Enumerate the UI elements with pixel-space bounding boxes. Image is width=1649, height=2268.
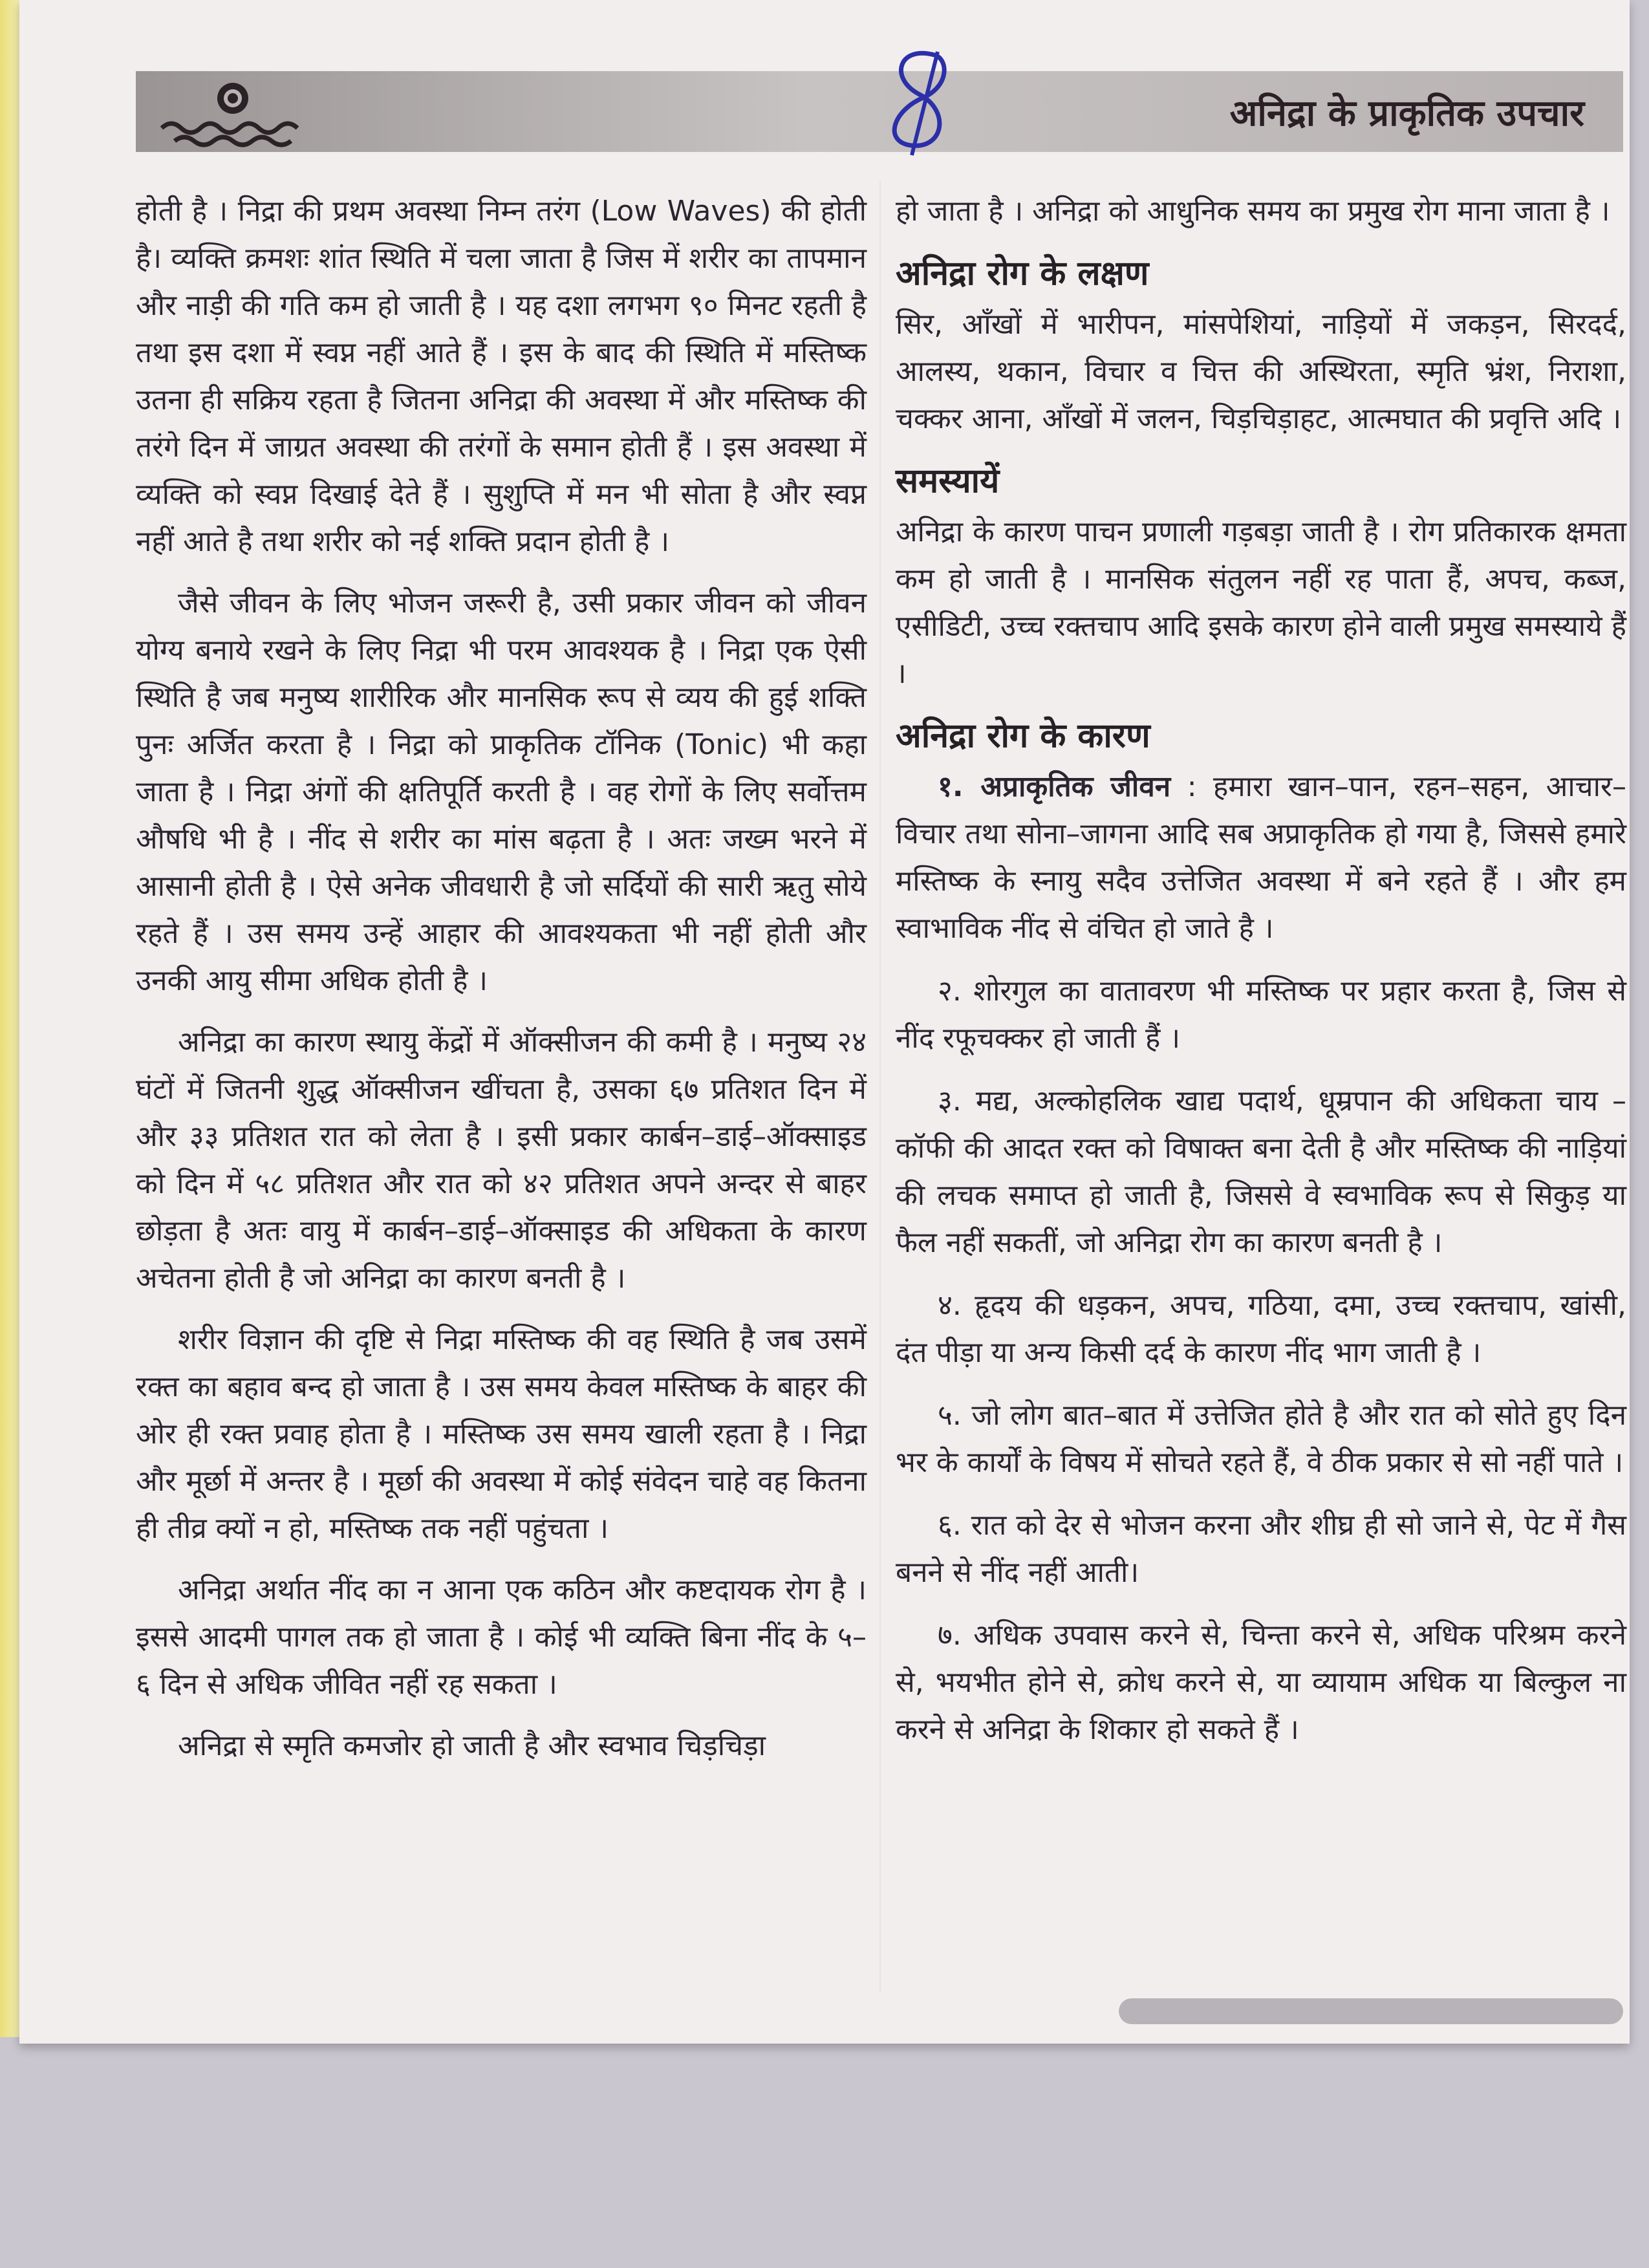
footer-tab — [1119, 1998, 1623, 2024]
cause-item: २. शोरगुल का वातावरण भी मस्तिष्क पर प्रहार करता है, जिस से नींद रफूचक्कर हो जाती हैं । — [896, 975, 1626, 1055]
cause-item — [896, 763, 1626, 952]
heading-causes: अनिद्रा रोग के कारण — [896, 716, 1150, 755]
paragraph: अनिद्रा अर्थात नींद का न आना एक कठिन और कष्टदायक रोग है । इससे आदमी पागल तक हो जाता है । कोई भी व्यक्ति बिना नींद के ५–६ दिन से अधिक जीवित नहीं रह सकता । — [136, 1573, 867, 1701]
paragraph: अनिद्रा का कारण स्थायु केंद्रों में ऑक्सीजन की कमी है । मनुष्य २४ घंटों में जितनी शुद्ध ऑक्सीजन खींचता है, उसका ६७ प्रतिशत दिन में और ३३ प्रतिशत रात को लेता है । इसी प्रकार कार्बन–डाई–ऑक्साइड को दिन में ५८ प्रतिशत और रात को ४२ प्रतिशत अपने अन्दर से बाहर छोड़ता है अतः वायु में कार्बन–डाई–ऑक्साइड की अधिकता के कारण अचेतना होती है जो अनिद्रा का कारण बनती है । — [136, 1026, 867, 1295]
cause-item: ६. रात को देर से भोजन करना और शीघ्र ही सो जाने से, पेट में गैस बनने से नींद नहीं आती। — [896, 1509, 1626, 1589]
cause-text: : हमारा खान–पान, रहन–सहन, आचार–विचार तथा सोना–जागना आदि सब अप्राकृतिक हो गया है, जिससे हमारे मस्तिष्क के स्नायु सदैव उत्तेजित अवस्था में बने रहते हैं । और हम स्वाभाविक नींद से वंचित हो जाते है । — [896, 770, 1626, 945]
paragraph: शरीर विज्ञान की दृष्टि से निद्रा मस्तिष्क की वह स्थिति है जब उसमें रक्त का बहाव बन्द हो जाता है । उस समय केवल मस्तिष्क के बाहर की ओर ही रक्त प्रवाह होता है । मस्तिष्क उस समय खाली रहता है । निद्रा और मूर्छा में अन्तर है । मूर्छा की अवस्था में कोई संवेदन चाहे वह कितना ही तीव्र क्यों न हो, मस्तिष्क तक नहीं पहुंचता । — [136, 1323, 867, 1545]
paragraph: सिर, आँखों में भारीपन, मांसपेशियां, नाड़ियों में जकड़न, सिरदर्द, आलस्य, थकान, विचार व चित्त की अस्थिरता, स्मृति भ्रंश, निराशा, चक्कर आना, आँखों में जलन, चिड़चिड़ाहट, आत्मघात की प्रवृत्ति अदि । — [896, 308, 1626, 435]
cause-item: ५. जो लोग बात–बात में उत्तेजित होते है और रात को सोते हुए दिन भर के कार्यों के विषय में सोचते रहते हैं, वे ठीक प्रकार से सो नहीं पाते । — [896, 1399, 1626, 1479]
left-column — [136, 188, 867, 1998]
page-edge — [0, 0, 19, 2037]
paragraph: अनिद्रा के कारण पाचन प्रणाली गड़बड़ा जाती है । रोग प्रतिकारक क्षमता कम हो जाती है । मानसिक संतुलन नहीं रह पाता हैं, अपच, कब्ज, एसीडिटी, उच्च रक्तचाप आदि इसके कारण होने वाली प्रमुख समस्याये हैं । — [896, 515, 1626, 690]
right-column — [896, 188, 1626, 1998]
sun-waves-logo-icon — [149, 78, 317, 149]
heading-problems: समस्यायें — [896, 461, 1000, 501]
cause-label: १. अप्राकृतिक जीवन — [938, 770, 1171, 803]
document-page — [19, 0, 1630, 2044]
cause-item: ४. हृदय की धड़कन, अपच, गठिया, दमा, उच्च रक्तचाप, खांसी, दंत पीड़ा या अन्य किसी दर्द के कारण नींद भाग जाती है । — [896, 1289, 1626, 1369]
heading-symptoms: अनिद्रा रोग के लक्षण — [896, 254, 1149, 293]
paragraph: होती है । निद्रा की प्रथम अवस्था निम्न तरंग (Low Waves) की होती है। व्यक्ति क्रमशः शांत स्थिति में चला जाता है जिस में शरीर का तापमान और नाड़ी की गति कम हो जाती है । यह दशा लगभग ९० मिनट रहती है तथा इस दशा में स्वप्न नहीं आते हैं । इस के बाद की स्थिति में मस्तिष्क उतना ही सक्रिय रहता है जितना अनिद्रा की अवस्था में और मस्तिष्क की तरंगे दिन में जाग्रत अवस्था की तरंगों के समान होती हैं । इस अवस्था में व्यक्ति को स्वप्न दिखाई देते हैं । सुशुप्ति में मन भी सोता है और स्वप्न नहीं आते है तथा शरीर को नई शक्ति प्रदान होती है । — [136, 195, 867, 558]
cause-item: ३. मद्य, अल्कोहलिक खाद्य पदार्थ, धूम्रपान की अधिकता चाय – कॉफी की आदत रक्त को विषाक्त बना देती है और मस्तिष्क की नाड़ियां की लचक समाप्त हो जाती है, जिससे वे स्वभाविक रूप से सिकुड़ या फैल नहीं सकतीं, जो अनिद्रा रोग का कारण बनती है । — [896, 1085, 1626, 1259]
paragraph: हो जाता है । अनिद्रा को आधुनिक समय का प्रमुख रोग माना जाता है । — [896, 195, 1610, 228]
paragraph: अनिद्रा से स्मृति कमजोर हो जाती है और स्वभाव चिड़चिड़ा — [178, 1729, 766, 1762]
paragraph: जैसे जीवन के लिए भोजन जरूरी है, उसी प्रकार जीवन को जीवन योग्य बनाये रखने के लिए निद्रा भी परम आवश्यक है । निद्रा एक ऐसी स्थिति है जब मनुष्य शारीरिक और मानसिक रूप से व्यय की हुई शक्ति पुनः अर्जित करता है । निद्रा को प्राकृतिक टॉनिक (Tonic) भी कहा जाता है । निद्रा अंगों की क्षतिपूर्ति करती है । वह रोगों के लिए सर्वोत्तम औषधि भी है । नींद से शरीर का मांस बढ़ता है । अतः जख्म भरने में आसानी होती है । ऐसे अनेक जीवधारी है जो सर्दियों की सारी ऋतु सोये रहते हैं । उस समय उन्हें आहार की आवश्यकता भी नहीं होती और उनकी आयु सीमा अधिक होती है । — [136, 587, 867, 997]
cause-item: ७. अधिक उपवास करने से, चिन्ता करने से, अधिक परिश्रम करने से, भयभीत होने से, क्रोध करने से, या व्यायाम अधिक या बिल्कुल ना करने से अनिद्रा के शिकार हो सकते हैं । — [896, 1619, 1626, 1746]
section-title: अनिद्रा के प्राकृतिक उपचार — [1229, 92, 1584, 135]
handwritten-page-number — [873, 39, 964, 162]
column-gutter — [879, 181, 881, 1992]
